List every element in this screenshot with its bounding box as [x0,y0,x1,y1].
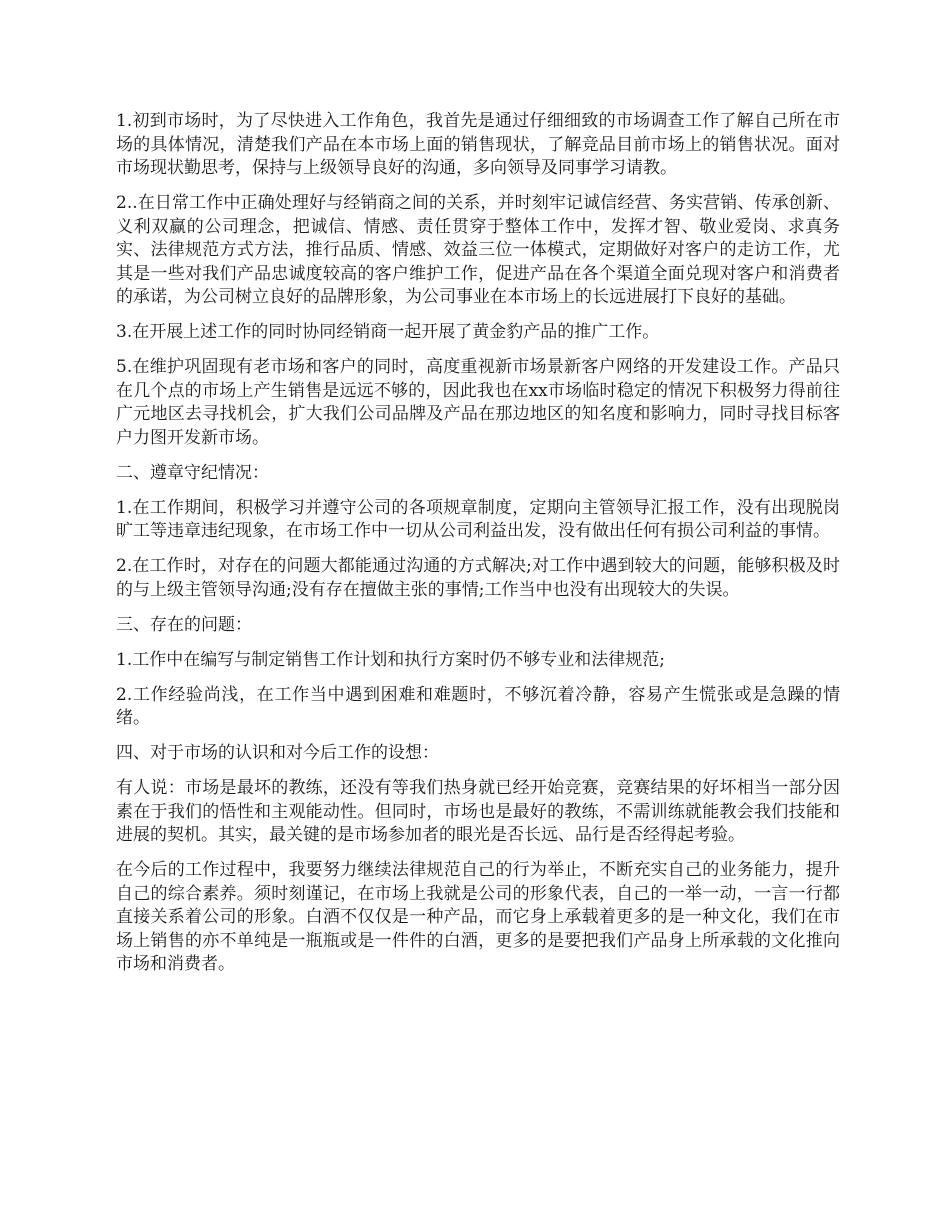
paragraph-new-market: 5.在维护巩固现有老市场和客户的同时，高度重视新市场景新客户网络的开发建设工作。产品只在几个点的市场上产生销售是远远不够的，因此我也在xx市场临时稳定的情况下积极努力得前往广元地区去寻找机会，扩大我们公司品牌及产品在那边地区的知名度和影响力，同时寻找目标客户力图开发新市场。 [116,357,840,448]
section-heading-outlook: 四、对于市场的认识和对今后工作的设想： [116,743,439,763]
section-heading-discipline: 二、遵章守纪情况： [116,462,269,483]
paragraph-outlook-2: 在今后的工作过程中，我要努力继续法律规范自己的行为举止，不断充实自己的业务能力，提升自己的综合素养。须时刻谨记，在市场上我就是公司的形象代表，自己的一举一动，一言一行都直接关系着公司的形象。白酒不仅仅是一种产品，而它身上承载着更多的是一种文化，我们在市场上销售的亦不单纯是一瓶瓶或是一件件的白酒，更多的是要把我们产品身上所承载的文化推向市场和消费者。 [116,860,840,974]
paragraph-dealer-relations: 2..在日常工作中正确处理好与经销商之间的关系，并时刻牢记诚信经营、务实营销、传承创新、义利双赢的公司理念，把诚信、情感、责任贯穿于整体工作中，发挥才智、敬业爱岗、求真务实、法律规范方式方法，推行品质、情感、效益三位一体模式，定期做好对客户的走访工作，尤其是一些对我们产品忠诚度较高的客户维护工作，促进产品在各个渠道全面兑现对客户和消费者的承诺，为公司树立良好的品牌形象，为公司事业在本市场上的长远进展打下良好的基础。 [116,193,840,307]
paragraph-problem-1: 1.工作中在编写与制定销售工作计划和执行方案时仍不够专业和法律规范; [116,649,665,670]
paragraph-discipline-2: 2.在工作时，对存在的问题大都能通过沟通的方式解决;对工作中遇到较大的问题，能够积极及时的与上级主管领导沟通;没有存在擅做主张的事情;工作当中也没有出现较大的失误。 [116,556,840,600]
paragraph-discipline-1: 1.在工作期间，积极学习并遵守公司的各项规章制度，定期向主管领导汇报工作，没有出现脱岗旷工等违章违纪现象，在市场工作中一切从公司利益出发，没有做出任何有损公司利益的事情。 [116,497,840,541]
section-heading-problems: 三、存在的问题： [116,614,252,635]
paragraph-promotion: 3.在开展上述工作的同时协同经销商一起开展了黄金豹产品的推广工作。 [116,322,660,342]
document-page [116,110,840,988]
paragraph-problem-2: 2.工作经验尚浅，在工作当中遇到困难和难题时，不够沉着冷静，容易产生慌张或是急躁的情绪。 [116,684,840,728]
paragraph-outlook-1: 有人说：市场是最坏的教练，还没有等我们热身就已经开始竞赛，竞赛结果的好坏相当一部分因素在于我们的悟性和主观能动性。但同时，市场也是最好的教练，不需训练就能教会我们技能和进展的契机。其实，最关键的是市场参加者的眼光是否长远、品行是否经得起考验。 [116,778,840,845]
paragraph-market-entry: 1.初到市场时，为了尽快进入工作角色，我首先是通过仔细细致的市场调查工作了解自己所在市场的具体情况，清楚我们产品在本市场上面的销售现状，了解竞品目前市场上的销售状况。面对市场现状勤思考，保持与上级领导良好的沟通，多向领导及同事学习请教。 [116,111,840,178]
